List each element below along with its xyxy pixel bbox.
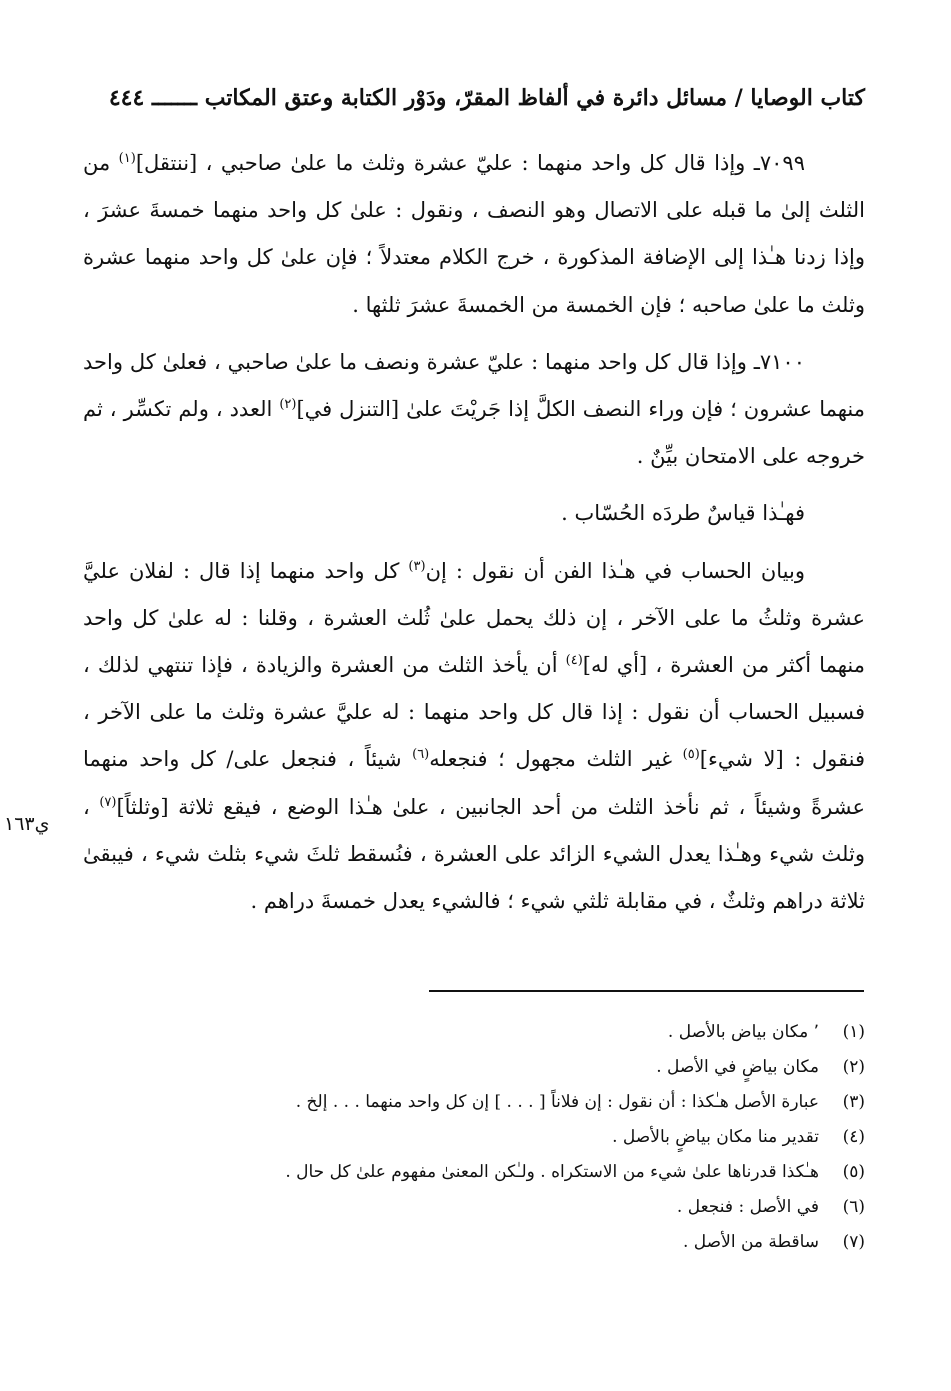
footnote-divider: [429, 990, 864, 992]
paragraph-7100: [83, 339, 865, 481]
text-run: من الثلث إلىٰ ما قبله على الاتصال وهو النصف ، ونقول : علىٰ كل واحد منهما خمسةَ عشرَ ، وإذا زدنا هـٰذا إلى الإضافة المذكورة ، خرج الكلام معتدلاً ؛ فإن علىٰ كل واحد منهما عشرة وثلث ما علىٰ صاحبه ؛ فإن الخمسة من الخمسةَ عشرَ ثلثها .: [83, 151, 865, 317]
footnote-item: [125, 1085, 865, 1120]
footnote-ref: (١): [118, 151, 136, 166]
footnote-item: [125, 1050, 865, 1085]
text-run: أن يأخذ الثلث من العشرة والزيادة ، فإذا تنتهي لذلك ، فسبيل الحساب أن نقول : إذا قال كل واحد منهما : له عليَّ عشرة وثلث ما على الآخر ، فنقول : [لا شيء]: [83, 653, 866, 772]
footnote-item: [125, 1190, 865, 1225]
footnote-ref: (٦): [412, 747, 430, 763]
footnote-number: (٢): [842, 1057, 865, 1077]
paragraph-summary: [83, 490, 865, 537]
footnote-ref: (٥): [682, 747, 700, 763]
footnote-item: [125, 1120, 865, 1155]
footnote-ref: (٣): [408, 558, 426, 574]
footnote-ref: (٧): [99, 794, 117, 810]
text-run: غير الثلث مجهول ؛ فنجعله: [429, 747, 683, 772]
running-header: كتاب الوصايا / مسائل دائرة في ألفاظ المقرّ، ودَوْر الكتابة وعتق المكاتب ـــــــ ٤٤٤: [108, 85, 865, 111]
text-run: ٧٠٩٩ـ وإذا قال كل واحد منهما : عليّ عشرة وثلث ما علىٰ صاحبي ، [ننتقل]: [135, 151, 805, 175]
footnote-number: (٤): [842, 1127, 865, 1147]
footnote-text: ٬ مكان بياض بالأصل .: [667, 1022, 819, 1042]
footnote-ref: (٤): [565, 653, 583, 669]
paragraph-7099: [83, 140, 865, 329]
manuscript-folio-marker: ي١٦٣: [4, 813, 50, 835]
footnote-number: (٥): [842, 1162, 865, 1182]
text-run: فهـٰذا قياسٌ طردَه الحُسّاب .: [561, 501, 805, 526]
text-run: كل واحد منهما إذا قال : لفلان عليَّ عشرة وثلثُ ما على الآخر ، إن ذلك يحمل علىٰ ثُلث العشرة ، وقلنا : له علىٰ كل واحد منهما أكثر من العشرة ، [أي له]: [83, 558, 865, 678]
text-run: وبيان الحساب في هـٰذا الفن أن نقول : إن: [425, 558, 805, 583]
footnote-text: في الأصل : فنجعل .: [676, 1197, 819, 1217]
footnote-ref: (٢): [279, 397, 297, 413]
footnote-text: تقدير منا مكان بياضٍ بالأصل .: [612, 1127, 819, 1147]
footnote-text: ساقطة من الأصل .: [683, 1232, 819, 1252]
footnote-item: [125, 1015, 865, 1050]
footnote-number: (٦): [842, 1197, 865, 1217]
footnote-text: هـٰكذا قدرناها علىٰ شيء من الاستكراه . ولـٰكن المعنىٰ مفهوم علىٰ كل حال .: [285, 1162, 819, 1182]
footnote-text: مكان بياضٍ في الأصل .: [656, 1057, 819, 1077]
footnote-item: [125, 1225, 865, 1260]
text-run: ٧١٠٠ـ وإذا قال كل واحد منهما : عليّ عشرة ونصف ما علىٰ صاحبي ، فعلىٰ كل واحد منهما عشرون ؛ فإن وراء النصف الكلَّ إذا جَريْتَ علىٰ [التنزل في]: [83, 349, 865, 422]
text-run: العدد ، ولم تكسِّر ، ثم خروجه على الامتحان بيِّنٌ .: [83, 397, 865, 469]
text-run: ، وثلث شيء وهـٰذا يعدل الشيء الزائد على العشرة ، فنُسقط ثلثَ شيء بثلث شيء ، فيبقىٰ ثلاثة دراهم وثلثٌ ، في مقابلة ثلثي شيء ؛ فالشيء يعدل خمسةَ دراهم .: [83, 794, 865, 914]
footnote-number: (٣): [842, 1092, 865, 1112]
footnote-item: [125, 1155, 865, 1190]
footnote-number: (٧): [842, 1232, 865, 1252]
main-text: [83, 140, 865, 925]
paragraph-explanation: [83, 548, 865, 926]
text-run: شيئاً ، فنجعل على/ كل واحد منهما عشرةً وشيئاً ، ثم نأخذ الثلث من أحد الجانبين ، علىٰ هـٰذا الوضع ، فيقع ثلاثة [وثلثاً]: [83, 747, 866, 819]
footnote-text: عبارة الأصل هـٰكذا : أن نقول : إن فلاناً [ . . . ] إن كل واحد منهما . . . إلخ .: [295, 1092, 819, 1112]
footnotes-list: [125, 1015, 865, 1260]
footnote-number: (١): [842, 1022, 865, 1042]
